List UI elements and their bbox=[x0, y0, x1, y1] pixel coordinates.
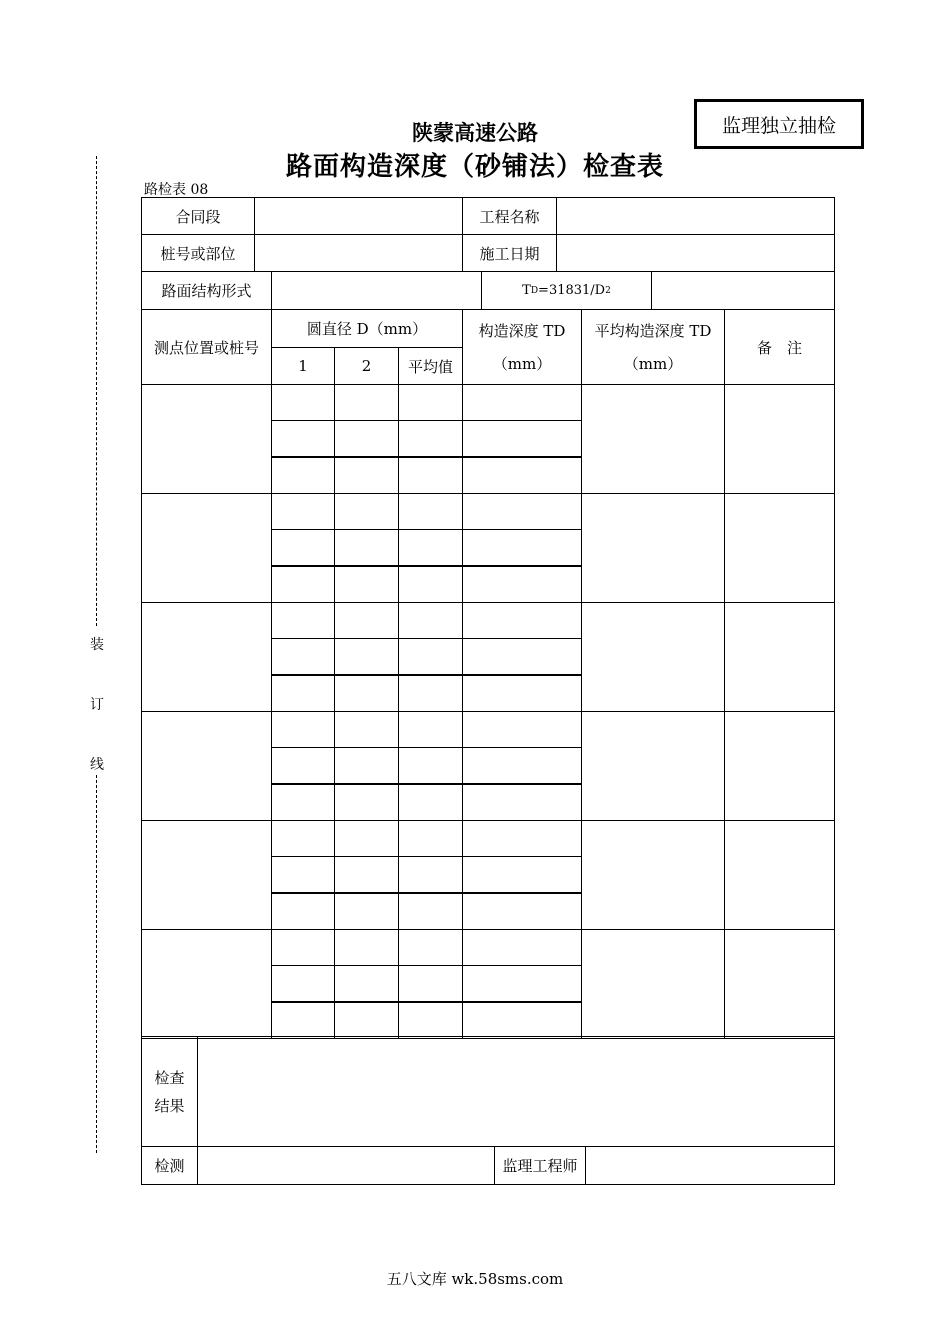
formula-sub: D bbox=[530, 285, 539, 296]
page-subtitle: 陕蒙高速公路 bbox=[412, 121, 538, 145]
col-avg-td-label: 平均构造深度 TD bbox=[594, 322, 712, 340]
td-field[interactable] bbox=[462, 384, 582, 421]
col-avg-td-header bbox=[581, 309, 725, 385]
project-name-field[interactable] bbox=[556, 197, 835, 235]
inspector-label: 检测 bbox=[141, 1146, 198, 1185]
avg-d-field[interactable] bbox=[398, 675, 463, 712]
remark-field[interactable] bbox=[724, 384, 835, 494]
td-field[interactable] bbox=[462, 820, 582, 857]
d2-field[interactable] bbox=[334, 493, 399, 530]
avg-d-field[interactable] bbox=[398, 1002, 463, 1039]
form-number: 路检表 08 bbox=[144, 182, 209, 198]
remark-field[interactable] bbox=[724, 711, 835, 821]
col-td-unit: （mm） bbox=[492, 355, 552, 373]
d2-field[interactable] bbox=[334, 602, 399, 639]
binding-char-3: 线 bbox=[90, 757, 104, 773]
td-field[interactable] bbox=[462, 893, 582, 930]
d2-field[interactable] bbox=[334, 1002, 399, 1039]
d1-field[interactable] bbox=[271, 856, 335, 893]
pavement-structure-label: 路面结构形式 bbox=[141, 271, 272, 310]
d1-field[interactable] bbox=[271, 747, 335, 784]
remark-field[interactable] bbox=[724, 929, 835, 1039]
construction-date-field[interactable] bbox=[556, 234, 835, 272]
binding-char-2: 订 bbox=[90, 697, 104, 713]
formula-cell bbox=[481, 271, 652, 310]
binding-line-top bbox=[96, 156, 97, 626]
d1-field[interactable] bbox=[271, 820, 335, 857]
d1-field[interactable] bbox=[271, 457, 335, 494]
td-field[interactable] bbox=[462, 929, 582, 966]
formula-sup: 2 bbox=[605, 285, 611, 296]
result-label-line2: 结果 bbox=[154, 1096, 185, 1115]
d1-field[interactable] bbox=[271, 929, 335, 966]
d2-field[interactable] bbox=[334, 784, 399, 821]
avg-d-field[interactable] bbox=[398, 965, 463, 1002]
supervising-engineer-label: 监理工程师 bbox=[494, 1146, 586, 1185]
d2-field[interactable] bbox=[334, 529, 399, 566]
avg-d-field[interactable] bbox=[398, 529, 463, 566]
supervising-engineer-field[interactable] bbox=[585, 1146, 835, 1185]
avg-td-field[interactable] bbox=[581, 711, 725, 821]
avg-d-field[interactable] bbox=[398, 457, 463, 494]
avg-d-field[interactable] bbox=[398, 856, 463, 893]
formula-mid: =31831/D bbox=[538, 283, 606, 298]
d2-field[interactable] bbox=[334, 856, 399, 893]
td-field[interactable] bbox=[462, 711, 582, 748]
d2-field[interactable] bbox=[334, 420, 399, 457]
avg-d-field[interactable] bbox=[398, 420, 463, 457]
d1-field[interactable] bbox=[271, 784, 335, 821]
d2-field[interactable] bbox=[334, 384, 399, 421]
col-td-header bbox=[462, 309, 582, 385]
avg-d-field[interactable] bbox=[398, 384, 463, 421]
d1-field[interactable] bbox=[271, 711, 335, 748]
td-field[interactable] bbox=[462, 457, 582, 494]
td-field[interactable] bbox=[462, 1002, 582, 1039]
point-location-field[interactable] bbox=[141, 602, 272, 712]
avg-td-field[interactable] bbox=[581, 602, 725, 712]
avg-d-field[interactable] bbox=[398, 602, 463, 639]
td-field[interactable] bbox=[462, 420, 582, 457]
avg-d-field[interactable] bbox=[398, 820, 463, 857]
d2-field[interactable] bbox=[334, 638, 399, 675]
point-location-field[interactable] bbox=[141, 929, 272, 1039]
station-field[interactable] bbox=[254, 234, 463, 272]
project-name-label: 工程名称 bbox=[462, 197, 557, 235]
d2-field[interactable] bbox=[334, 929, 399, 966]
col-d2-header: 2 bbox=[334, 347, 399, 385]
td-field[interactable] bbox=[462, 965, 582, 1002]
d2-field[interactable] bbox=[334, 457, 399, 494]
d1-field[interactable] bbox=[271, 675, 335, 712]
avg-td-field[interactable] bbox=[581, 820, 725, 930]
result-label-line1: 检查 bbox=[154, 1068, 185, 1087]
col-avg-header: 平均值 bbox=[398, 347, 463, 385]
td-field[interactable] bbox=[462, 747, 582, 784]
construction-date-label: 施工日期 bbox=[462, 234, 557, 272]
d2-field[interactable] bbox=[334, 893, 399, 930]
td-field[interactable] bbox=[462, 493, 582, 530]
d2-field[interactable] bbox=[334, 965, 399, 1002]
point-location-field[interactable] bbox=[141, 711, 272, 821]
pavement-structure-field[interactable] bbox=[271, 271, 482, 310]
avg-d-field[interactable] bbox=[398, 893, 463, 930]
avg-td-field[interactable] bbox=[581, 929, 725, 1039]
station-label: 桩号或部位 bbox=[141, 234, 255, 272]
d1-field[interactable] bbox=[271, 529, 335, 566]
formula-t: T bbox=[522, 283, 531, 298]
remark-field[interactable] bbox=[724, 493, 835, 603]
td-field[interactable] bbox=[462, 602, 582, 639]
supervision-stamp: 监理独立抽检 bbox=[694, 99, 864, 149]
d1-field[interactable] bbox=[271, 602, 335, 639]
remark-field[interactable] bbox=[724, 602, 835, 712]
d2-field[interactable] bbox=[334, 675, 399, 712]
avg-d-field[interactable] bbox=[398, 638, 463, 675]
d1-field[interactable] bbox=[271, 965, 335, 1002]
d1-field[interactable] bbox=[271, 1002, 335, 1039]
d1-field[interactable] bbox=[271, 384, 335, 421]
d1-field[interactable] bbox=[271, 638, 335, 675]
contract-label: 合同段 bbox=[141, 197, 255, 235]
d2-field[interactable] bbox=[334, 711, 399, 748]
td-field[interactable] bbox=[462, 856, 582, 893]
td-field[interactable] bbox=[462, 529, 582, 566]
binding-line-bottom bbox=[96, 775, 97, 1153]
point-location-field[interactable] bbox=[141, 493, 272, 603]
avg-d-field[interactable] bbox=[398, 566, 463, 603]
point-location-field[interactable] bbox=[141, 820, 272, 930]
d2-field[interactable] bbox=[334, 747, 399, 784]
d1-field[interactable] bbox=[271, 893, 335, 930]
col-avg-td-unit: （mm） bbox=[623, 355, 683, 373]
d1-field[interactable] bbox=[271, 420, 335, 457]
col-point-header: 测点位置或桩号 bbox=[141, 309, 272, 385]
binding-char-1: 装 bbox=[90, 637, 104, 653]
footer-watermark: 五八文库 wk.58sms.com bbox=[386, 1270, 564, 1288]
col-diameter-header: 圆直径 D（mm） bbox=[271, 309, 463, 348]
avg-d-field[interactable] bbox=[398, 747, 463, 784]
d2-field[interactable] bbox=[334, 566, 399, 603]
formula-value-field[interactable] bbox=[651, 271, 835, 310]
td-field[interactable] bbox=[462, 638, 582, 675]
inspector-field[interactable] bbox=[197, 1146, 495, 1185]
result-field[interactable] bbox=[197, 1036, 835, 1147]
avg-td-field[interactable] bbox=[581, 493, 725, 603]
avg-td-field[interactable] bbox=[581, 384, 725, 494]
avg-d-field[interactable] bbox=[398, 929, 463, 966]
col-d1-header: 1 bbox=[271, 347, 335, 385]
remark-field[interactable] bbox=[724, 820, 835, 930]
td-field[interactable] bbox=[462, 566, 582, 603]
avg-d-field[interactable] bbox=[398, 493, 463, 530]
d2-field[interactable] bbox=[334, 820, 399, 857]
avg-d-field[interactable] bbox=[398, 711, 463, 748]
avg-d-field[interactable] bbox=[398, 784, 463, 821]
contract-field[interactable] bbox=[254, 197, 463, 235]
result-label bbox=[141, 1036, 198, 1147]
td-field[interactable] bbox=[462, 784, 582, 821]
col-td-label: 构造深度 TD bbox=[478, 322, 566, 340]
point-location-field[interactable] bbox=[141, 384, 272, 494]
page-title: 路面构造深度（砂铺法）检查表 bbox=[285, 152, 664, 182]
d1-field[interactable] bbox=[271, 493, 335, 530]
td-field[interactable] bbox=[462, 675, 582, 712]
d1-field[interactable] bbox=[271, 566, 335, 603]
col-remark-header: 备 注 bbox=[724, 309, 835, 385]
